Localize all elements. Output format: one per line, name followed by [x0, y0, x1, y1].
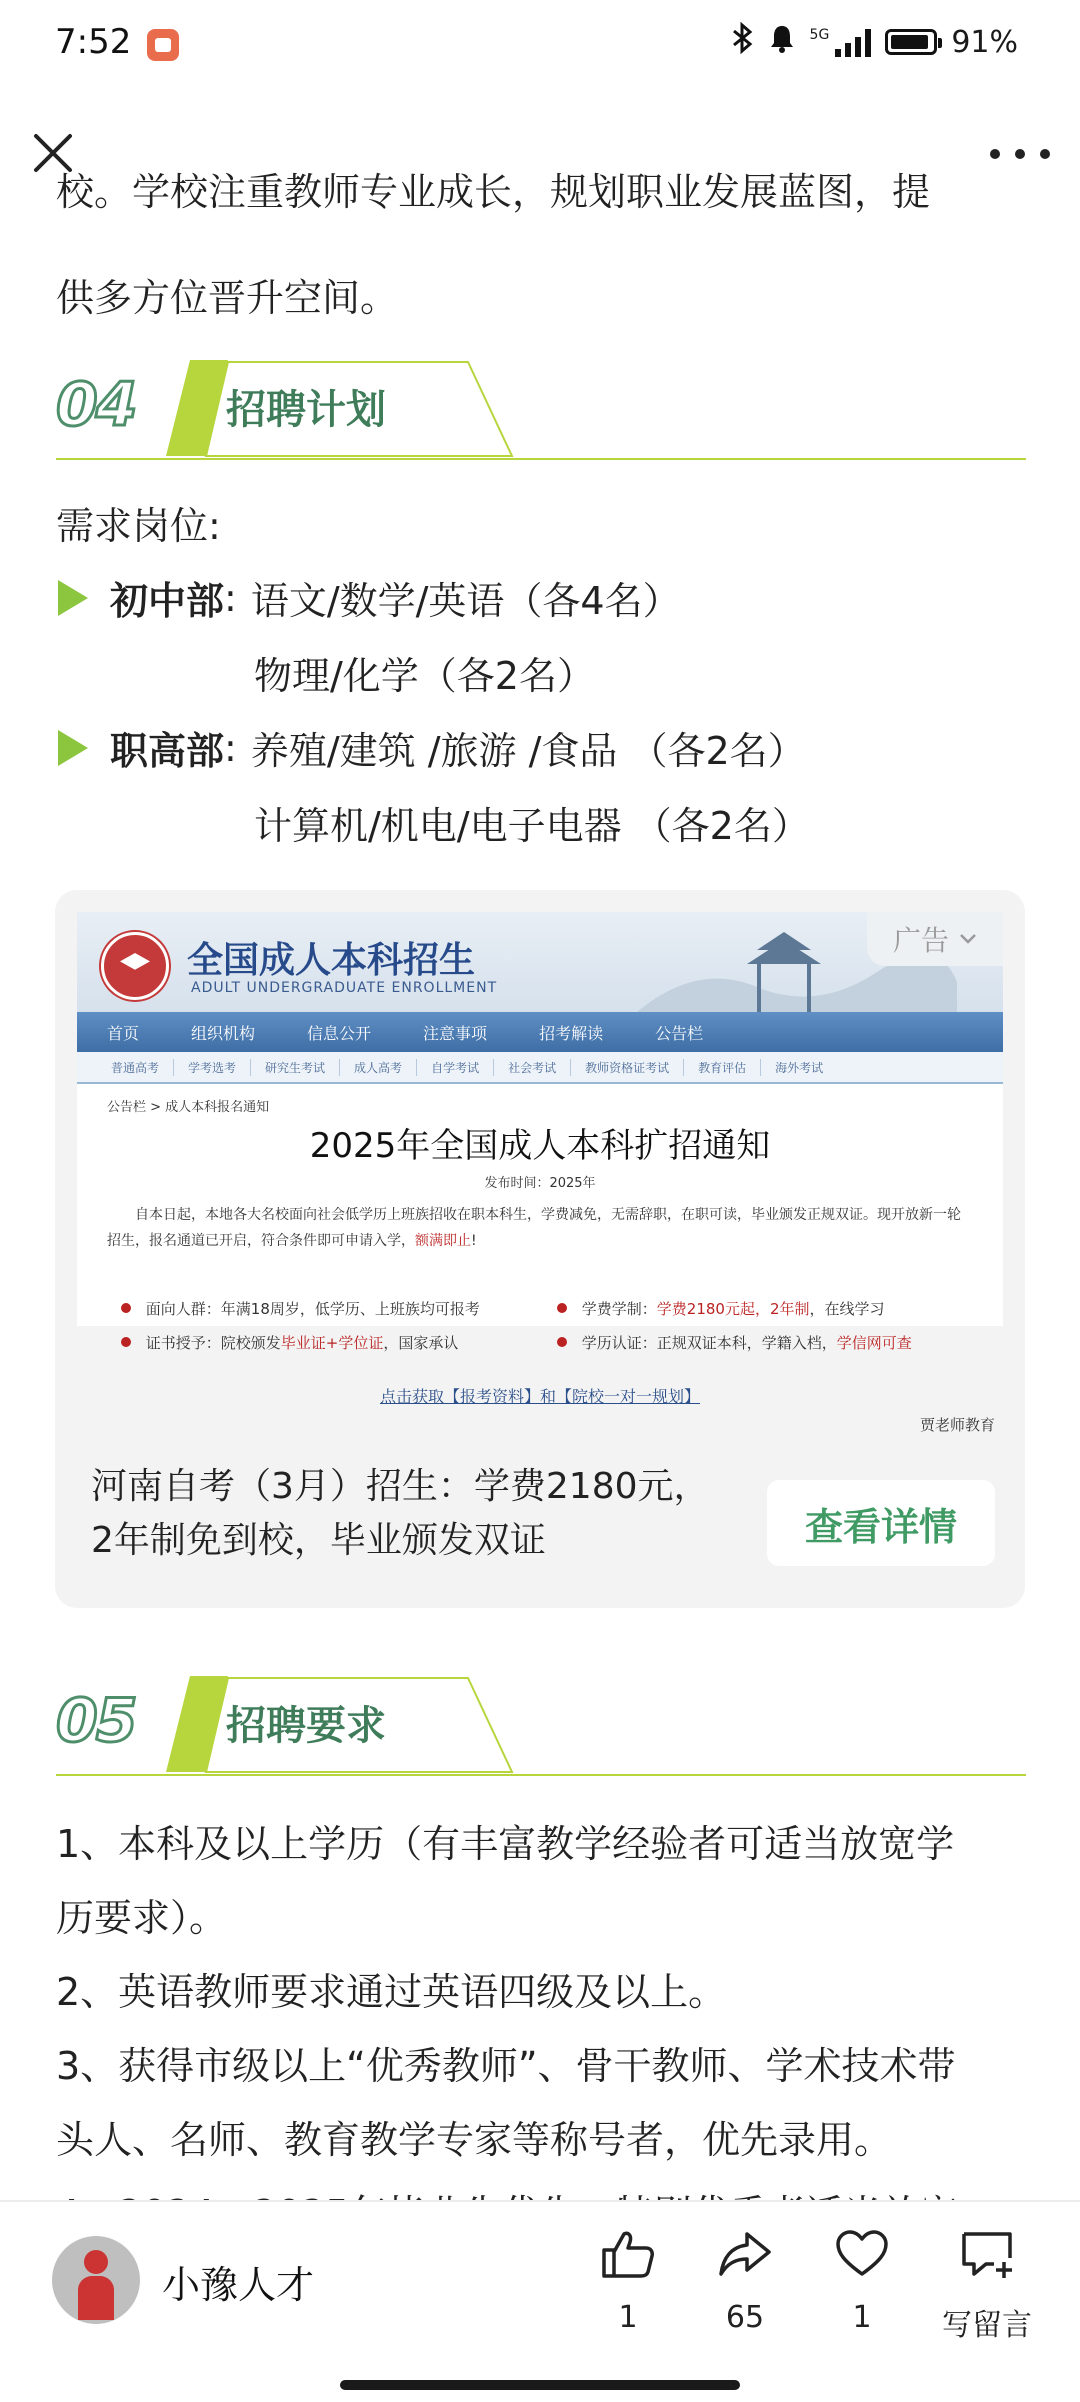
ad-subnav-item: 教育评估: [684, 1059, 761, 1076]
comment-add-icon: [958, 2228, 1016, 2280]
status-time: 7:52: [55, 22, 132, 62]
author-name[interactable]: 小豫人才: [162, 2263, 315, 2307]
more-dot: [1040, 149, 1050, 159]
section-divider: [56, 1774, 1026, 1776]
ad-subnav: [77, 1052, 1003, 1084]
section-title: 招聘计划: [226, 387, 386, 433]
position-row-2: 职高部 : 养殖/建筑 /旅游 /食品 （各2名）: [58, 720, 806, 775]
ad-nav-item: 信息公开: [307, 1023, 372, 1043]
ad-card[interactable]: [55, 890, 1025, 1608]
bottom-action-bar: [0, 2200, 1080, 2402]
positions-label: 需求岗位:: [56, 504, 221, 548]
share-button[interactable]: [690, 2228, 800, 2335]
home-indicator[interactable]: [340, 2380, 740, 2390]
chevron-down-icon: [959, 933, 977, 945]
favorite-button[interactable]: [807, 2228, 917, 2335]
battery-level: 91%: [951, 24, 1018, 60]
favorite-count: 1: [852, 2300, 872, 2335]
ad-badge-label: 广告: [892, 924, 949, 957]
signal-icon: [810, 27, 872, 57]
ad-subnav-item: 研究生考试: [251, 1059, 340, 1076]
ad-bullet: 学历认证：正规双证本科，学籍入档，学信网可查: [557, 1332, 912, 1353]
ad-publish-date: 发布时间：2025年: [484, 1176, 596, 1191]
ad-subnav-item: 海外考试: [775, 1060, 824, 1075]
bullet-triangle-icon: [58, 730, 88, 766]
like-button[interactable]: [573, 2228, 683, 2335]
section-header-05: [56, 1676, 1026, 1776]
ad-brand-subtitle: ADULT UNDERGRADUATE ENROLLMENT: [191, 980, 498, 996]
ad-brand-title: 全国成人本科招生: [187, 939, 476, 981]
ad-subnav-item: 社会考试: [494, 1059, 571, 1076]
thumbs-up-icon: [600, 2228, 656, 2280]
write-comment-label: 写留言: [942, 2308, 1032, 2343]
ad-link[interactable]: 点击获取【报考资料】和【院校一对一规划】: [379, 1387, 700, 1406]
ad-breadcrumb: 公告栏 > 成人本科报名通知: [107, 1100, 270, 1115]
ad-nav-bar: [77, 1012, 1003, 1052]
share-arrow-icon: [717, 2228, 773, 2280]
requirement-line: 历要求）。: [56, 1896, 228, 1940]
ad-emphasis: 额满即止: [415, 1233, 471, 1249]
ad-banner: [77, 912, 1003, 1012]
section-number: 05: [56, 1686, 136, 1756]
section-divider: [56, 458, 1026, 460]
ad-subnav-item: 自学考试: [417, 1059, 494, 1076]
ad-subnav-item: 学考选考: [174, 1059, 251, 1076]
section-title: 招聘要求: [226, 1703, 386, 1749]
battery-icon: [885, 29, 937, 55]
section-header-04: [56, 360, 1026, 460]
intro-line-clipped: [56, 170, 1024, 238]
intro-line-2: 供多方位晋升空间。: [56, 276, 399, 320]
ad-image[interactable]: [77, 912, 1003, 1352]
status-icons: [732, 22, 1018, 62]
notification-app-icon: [147, 29, 179, 61]
ad-nav-item: 组织机构: [191, 1023, 256, 1043]
ad-headline: 2025年全国成人本科扩招通知: [309, 1126, 771, 1166]
dept-name: 职高部: [110, 729, 225, 773]
requirement-line: 头人、名师、教育教学专家等称号者，优先录用。: [56, 2118, 893, 2162]
ad-bullet: 面向人群：年满18周岁，低学历、上班族均可报考: [121, 1298, 480, 1319]
requirement-line: 2、英语教师要求通过英语四级及以上。: [56, 1970, 727, 2014]
ad-logo-icon: [101, 932, 169, 1000]
author-avatar[interactable]: [52, 2236, 140, 2324]
dept-name: 初中部: [110, 579, 225, 623]
requirement-line-clipped: [56, 2178, 1024, 2200]
heart-icon: [834, 2228, 890, 2280]
bullet-triangle-icon: [58, 580, 88, 616]
ad-badge[interactable]: [867, 912, 1003, 966]
ad-subnav-item: 成人高考: [340, 1059, 417, 1076]
ad-nav-item: 首页: [107, 1023, 140, 1043]
share-count: 65: [725, 2300, 765, 2335]
ad-nav-item: 招考解读: [539, 1023, 604, 1043]
ad-description: 河南自考（3月）招生：学费2180元，2年制免到校，毕业颁发双证: [91, 1466, 710, 1561]
requirement-line: 3、获得市级以上“优秀教师”、骨干教师、学术技术带: [56, 2044, 956, 2088]
write-comment-button[interactable]: [922, 2228, 1052, 2344]
ad-subnav-item: 普通高考: [77, 1059, 174, 1076]
ad-signature: 贾老师教育: [919, 1416, 995, 1434]
requirement-line: 1、本科及以上学历（有丰富教学经验者可适当放宽学: [56, 1822, 955, 1866]
ad-nav-item: 注意事项: [423, 1023, 488, 1043]
section-number: 04: [56, 370, 136, 440]
position-detail: 计算机/机电/电子电器 （各2名）: [254, 804, 810, 848]
position-row-1: 初中部 : 语文/数学/英语（各4名）: [58, 570, 681, 625]
ad-bullet: 证书授予：院校颁发毕业证+学位证，国家承认: [121, 1332, 458, 1353]
intro-line-1: 校。学校注重教师专业成长，规划职业发展蓝图，提: [56, 170, 931, 214]
position-detail: 语文/数学/英语（各4名）: [250, 579, 681, 623]
ad-nav-item: 公告栏: [655, 1023, 704, 1043]
like-count: 1: [618, 2300, 638, 2335]
bell-mute-icon: [768, 23, 796, 61]
ad-bullet: 学费学制：学费2180元起，2年制，在线学习: [557, 1298, 885, 1319]
position-detail: 养殖/建筑 /旅游 /食品 （各2名）: [250, 729, 806, 773]
ad-subnav-item: 教师资格证考试: [571, 1059, 684, 1076]
ad-body-text: 自本日起，本地各大名校面向社会低学历上班族招收在职本科生，学费减免，无需辞职，在职可读，毕业颁发正规双证。现开放新一轮招生，报名通道已开启，符合条件即可申请入学，额满即止!: [107, 1207, 961, 1249]
network-type: 5G: [809, 27, 830, 43]
view-details-button[interactable]: 查看详情: [767, 1480, 995, 1566]
position-detail: 物理/化学（各2名）: [254, 654, 595, 698]
bluetooth-icon: [732, 22, 754, 62]
